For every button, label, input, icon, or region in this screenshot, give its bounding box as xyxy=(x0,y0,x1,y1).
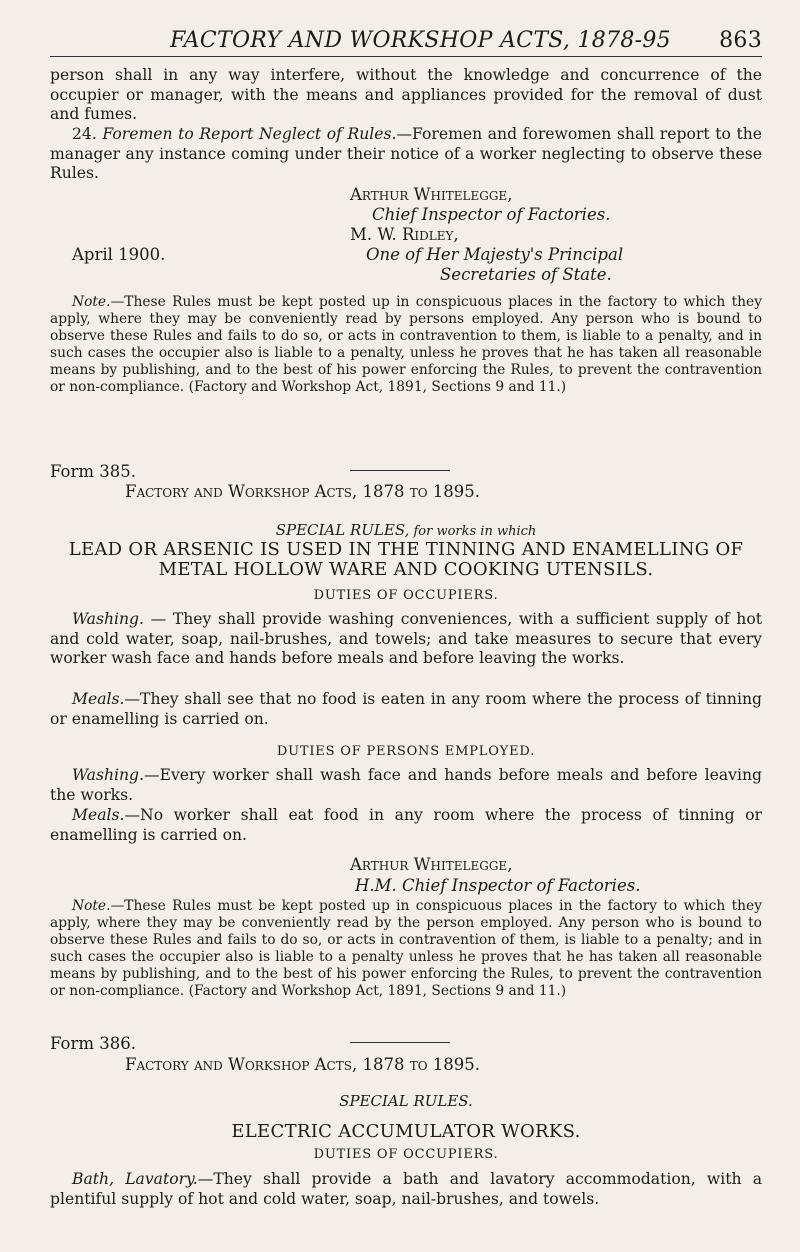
form-385-meals-2-label: Meals. xyxy=(72,806,125,824)
form-385-meals-text: —They shall see that no food is eaten in any room where the process of tinning or enamelling is carried on. xyxy=(50,690,762,728)
top-paragraph: person shall in any way interfere, without the knowledge and concurrence of the occupier or manager, with the means and appliances provided for the removal of dust and fumes. xyxy=(50,66,762,123)
rule-24 xyxy=(50,125,762,184)
form-385-washing xyxy=(50,610,762,669)
form-385-signatory-title: H.M. Chief Inspector of Factories. xyxy=(355,876,641,895)
rule-24-text: —Foremen and forewomen shall report to the manager any instance coming under their notice of a worker neglecting to observe these Rules. xyxy=(50,125,762,182)
page-number: 863 xyxy=(719,28,762,53)
form-385-note-text: —These Rules must be kept posted up in conspicuous places in the factory to which they apply, where they may be conveniently read by the person employed. Any person who is bound to observe these Rules and fails to do so, or acts in contravention of them, is liable to a penalty; and in such cases the occupier also is liable to a penalty unless he proves that he has taken all reasonable means by publishing, and to the best of his power enforcing the Rules, to prevent the contravention or non-compliance. (Factory and Workshop Act, 1891, Sections 9 and 11.) xyxy=(50,898,762,999)
rule-24-heading: Foremen to Report Neglect of Rules. xyxy=(102,125,397,143)
running-head-title: FACTORY AND WORKSHOP ACTS, 1878-95 xyxy=(170,28,671,53)
note-1-text: —These Rules must be kept posted up in conspicuous places in the factory to which they apply, where they may be conveniently read by persons employed. Any person who is bound to observe these Rules and fails to do so, or acts in contravention to them, is liable to a penalty, and in such cases the occupier also is liable to a penalty, unless he proves that he has taken all reasonable means by publishing, and to the best of his power enforcing the Rules, to prevent the contravention or non-compliance. (Factory and Workshop Act, 1891, Sections 9 and 11.) xyxy=(50,294,762,395)
form-385-washing-2 xyxy=(50,766,762,805)
form-385-special-rules xyxy=(50,521,762,541)
form-385-washing-label: Washing. xyxy=(72,610,144,628)
form-385-meals-label: Meals. xyxy=(72,690,125,708)
form-386-label: Form 386. xyxy=(50,1034,136,1053)
form-385-duties-persons: DUTIES OF PERSONS EMPLOYED. xyxy=(276,744,536,759)
form-385-heading: LEAD OR ARSENIC IS USED IN THE TINNING AND ENAMELLING OF METAL HOLLOW WARE AND COOKING UTENSILS. xyxy=(68,539,744,580)
form-385-washing-text: — They shall provide washing conveniences, with a sufficient supply of hot and cold water, soap, nail-brushes, and towels; and take measures to secure that every worker wash face and hands before meals and before leaving the works. xyxy=(50,610,762,667)
form-386-bath-label: Bath, Lavatory. xyxy=(72,1170,198,1188)
form-385-meals-2-text: —No worker shall eat food in any room where the process of tinning or enamelling is carried on. xyxy=(50,806,762,844)
signature-date: April 1900. xyxy=(72,245,166,264)
form-385-meals xyxy=(50,690,762,729)
form-386-special-rules: SPECIAL RULES. xyxy=(339,1092,473,1110)
form-385-label: Form 385. xyxy=(50,462,136,481)
form-385-washing-2-label: Washing. xyxy=(72,766,144,784)
form-386-act: Factory and Workshop Acts, 1878 to 1895. xyxy=(125,1055,481,1074)
running-head xyxy=(50,28,762,54)
signatory-name-2: M. W. Ridley, xyxy=(350,225,459,244)
signatory-title-2b: Secretaries of State. xyxy=(440,265,612,284)
form-386-heading: ELECTRIC ACCUMULATOR WORKS. xyxy=(231,1121,581,1142)
form-385-signatory-name: Arthur Whitelegge, xyxy=(350,855,513,874)
form-386-bath xyxy=(50,1170,762,1209)
form-385-note xyxy=(50,898,762,1000)
note-1 xyxy=(50,294,762,396)
form-385-note-label: Note. xyxy=(72,898,111,914)
form-386-duties-occupiers: DUTIES OF OCCUPIERS. xyxy=(313,1147,499,1162)
form-385-washing-2-text: —Every worker shall wash face and hands before meals and before leaving the works. xyxy=(50,766,762,804)
form-386-rule xyxy=(350,1042,450,1043)
form-385-duties-occupiers: DUTIES OF OCCUPIERS. xyxy=(313,588,499,603)
form-385-special: SPECIAL RULES, xyxy=(275,521,410,539)
header-rule xyxy=(50,56,762,57)
form-385-special-tail: for works in which xyxy=(409,524,537,539)
signatory-title-1: Chief Inspector of Factories. xyxy=(372,205,611,224)
form-385-act: Factory and Workshop Acts, 1878 to 1895. xyxy=(125,482,481,501)
form-385-meals-2 xyxy=(50,806,762,845)
rule-24-number: 24. xyxy=(72,125,97,143)
signatory-name-1: Arthur Whitelegge, xyxy=(350,185,513,204)
form-386-bath-text: —They shall provide a bath and lavatory accommodation, with a plentiful supply of hot and cold water, soap, nail-brushes, and towels. xyxy=(50,1170,763,1208)
note-1-label: Note. xyxy=(72,294,111,310)
signatory-title-2a: One of Her Majesty's Principal xyxy=(366,245,624,264)
form-385-rule xyxy=(350,470,450,471)
